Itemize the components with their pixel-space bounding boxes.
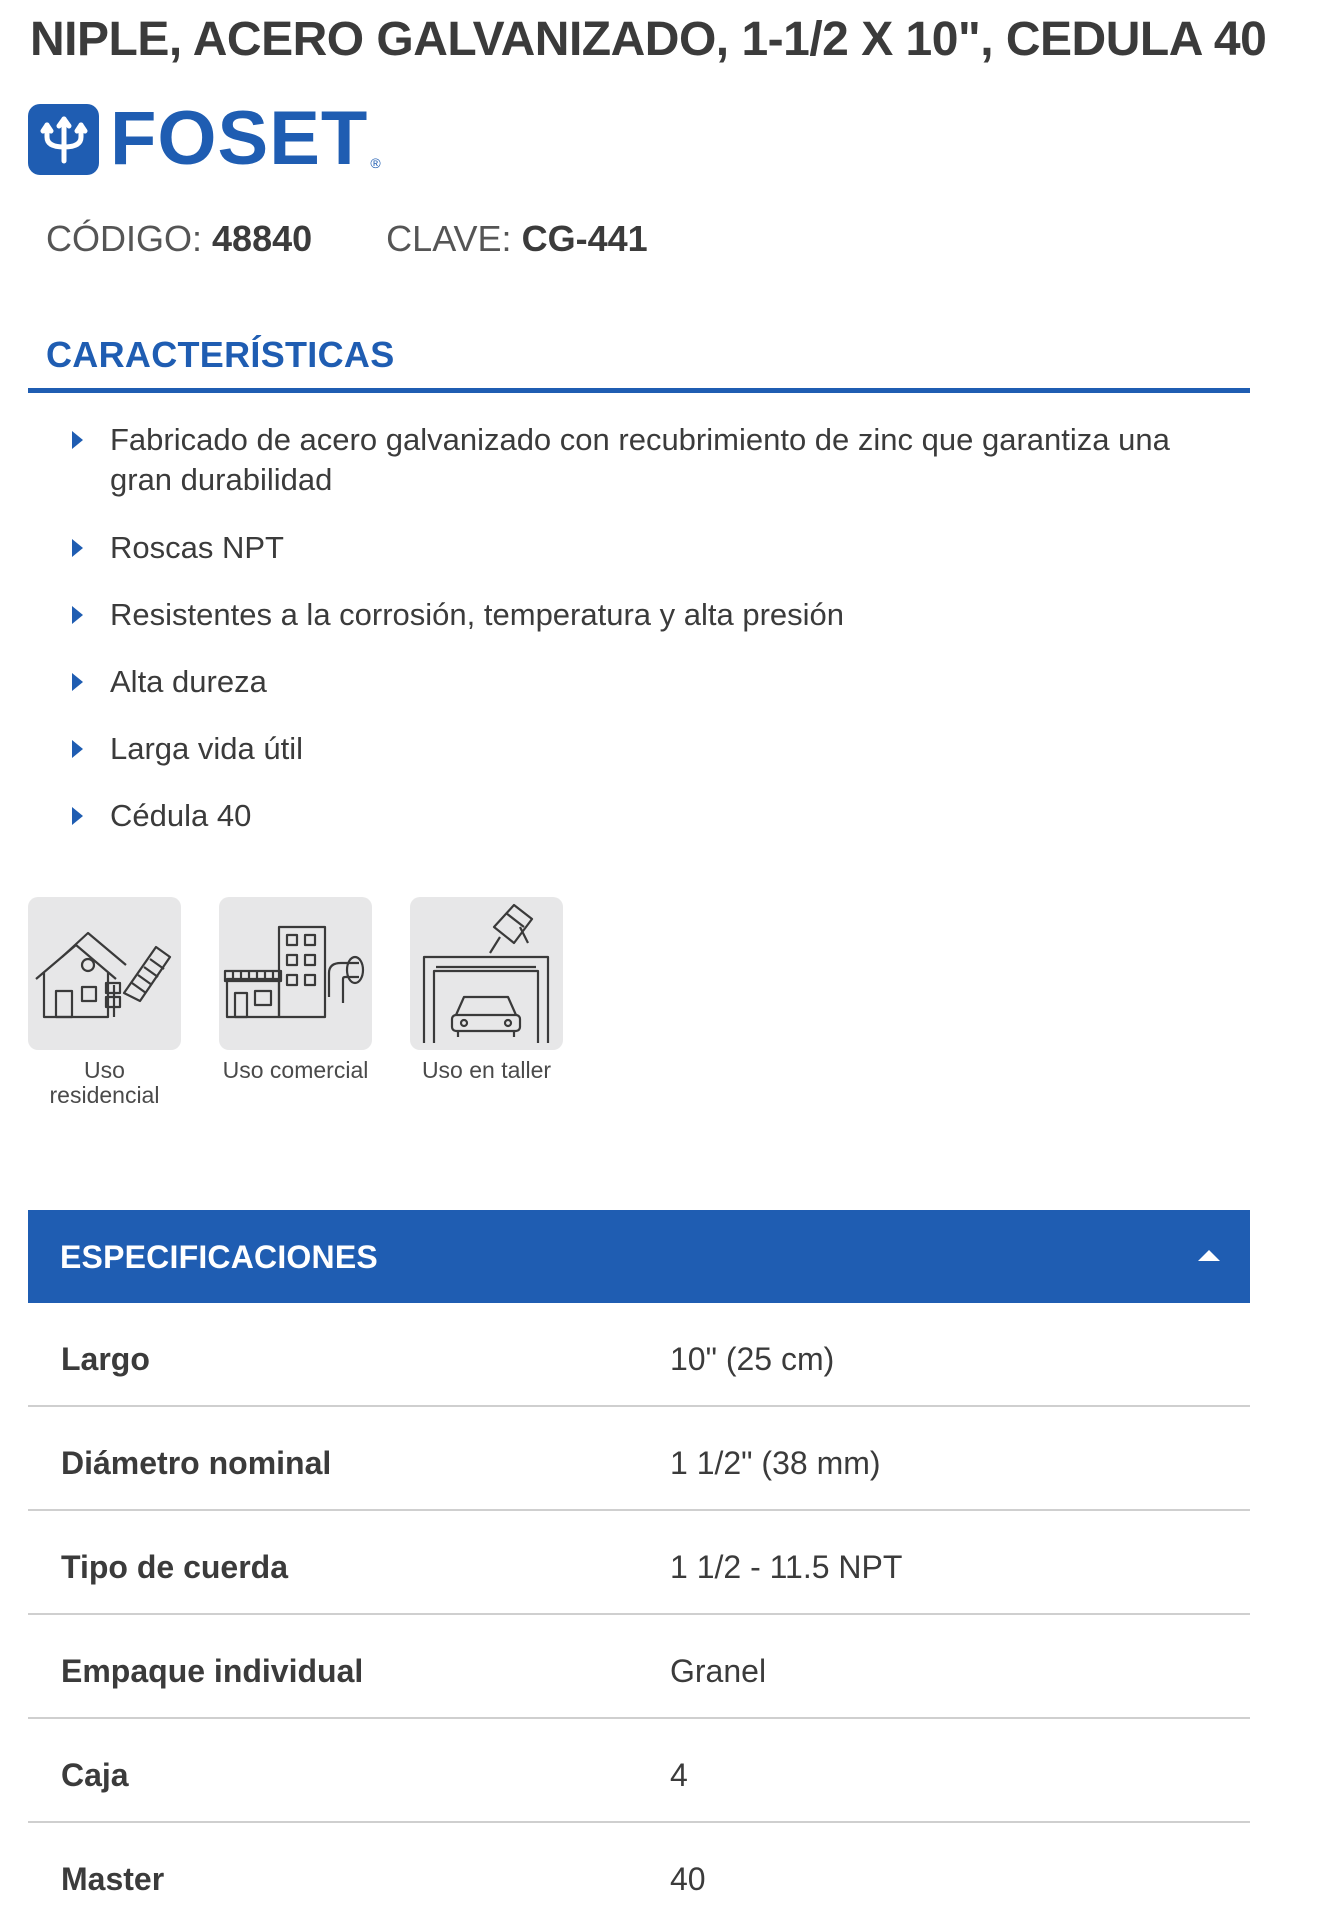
feature-text: Cédula 40 xyxy=(110,798,252,833)
bullet-arrow-icon xyxy=(72,740,83,758)
feature-text: Fabricado de acero galvanizado con recubrimiento de zinc que garantiza una gran durabilidad xyxy=(110,422,1170,497)
use-residencial xyxy=(28,897,181,1108)
spec-value: 40 xyxy=(670,1861,706,1897)
bullet-arrow-icon xyxy=(72,673,83,691)
spec-label: Tipo de cuerda xyxy=(61,1549,289,1585)
use-taller xyxy=(410,897,563,1083)
bullet-arrow-icon xyxy=(72,539,83,557)
spec-label: Largo xyxy=(61,1341,150,1377)
product-codes xyxy=(46,218,648,260)
feature-item xyxy=(70,595,1220,635)
feature-item xyxy=(70,528,1220,568)
use-comercial xyxy=(219,897,372,1083)
codigo-label: CÓDIGO: xyxy=(46,218,203,259)
table-row xyxy=(28,1407,1250,1511)
trident-icon xyxy=(28,104,99,175)
use-label: Uso comercial xyxy=(222,1057,369,1083)
building-pipe-icon xyxy=(219,897,372,1050)
feature-text: Alta dureza xyxy=(110,664,267,699)
feature-item xyxy=(70,420,1220,500)
caracteristicas-heading xyxy=(28,328,1250,393)
brand-logo xyxy=(28,96,381,181)
feature-item xyxy=(70,729,1220,769)
caracteristicas-title: CARACTERÍSTICAS xyxy=(46,334,395,375)
spec-label: Diámetro nominal xyxy=(61,1445,332,1481)
brand-name: FOSET xyxy=(110,96,369,181)
clave-value: CG-441 xyxy=(521,218,648,259)
spec-value: 1 1/2 - 11.5 NPT xyxy=(670,1549,903,1585)
feature-text: Roscas NPT xyxy=(110,530,284,565)
bullet-arrow-icon xyxy=(72,606,83,624)
table-row xyxy=(28,1823,1250,1925)
spec-value: 1 1/2" (38 mm) xyxy=(670,1445,881,1481)
feature-text: Larga vida útil xyxy=(110,731,304,766)
spec-value: 10" (25 cm) xyxy=(670,1341,835,1377)
product-title: NIPLE, ACERO GALVANIZADO, 1-1/2 X 10", CEDULA 40 xyxy=(30,13,1267,66)
especificaciones-title: ESPECIFICACIONES xyxy=(60,1239,378,1275)
specs-table xyxy=(28,1303,1250,1925)
especificaciones-accordion-header[interactable] xyxy=(28,1210,1250,1303)
spec-value: Granel xyxy=(670,1653,767,1689)
house-pipe-icon xyxy=(28,897,181,1050)
garage-car-icon xyxy=(410,897,563,1050)
table-row xyxy=(28,1511,1250,1615)
use-label: Uso en taller xyxy=(421,1057,552,1083)
use-label: Uso residencial xyxy=(49,1057,160,1108)
table-row xyxy=(28,1303,1250,1407)
spec-label: Empaque individual xyxy=(61,1653,364,1689)
table-row xyxy=(28,1719,1250,1823)
table-row xyxy=(28,1615,1250,1719)
spec-label: Master xyxy=(61,1861,165,1897)
feature-text: Resistentes a la corrosión, temperatura y alta presión xyxy=(110,597,845,632)
feature-item xyxy=(70,796,1220,836)
spec-value: 4 xyxy=(670,1757,688,1793)
bullet-arrow-icon xyxy=(72,431,83,449)
caret-up-icon[interactable] xyxy=(1198,1250,1220,1261)
spec-label: Caja xyxy=(61,1757,129,1793)
clave-label: CLAVE: xyxy=(386,218,512,259)
bullet-arrow-icon xyxy=(72,807,83,825)
feature-item xyxy=(70,662,1220,702)
codigo-value: 48840 xyxy=(212,218,313,259)
registered-mark: ® xyxy=(370,155,381,171)
